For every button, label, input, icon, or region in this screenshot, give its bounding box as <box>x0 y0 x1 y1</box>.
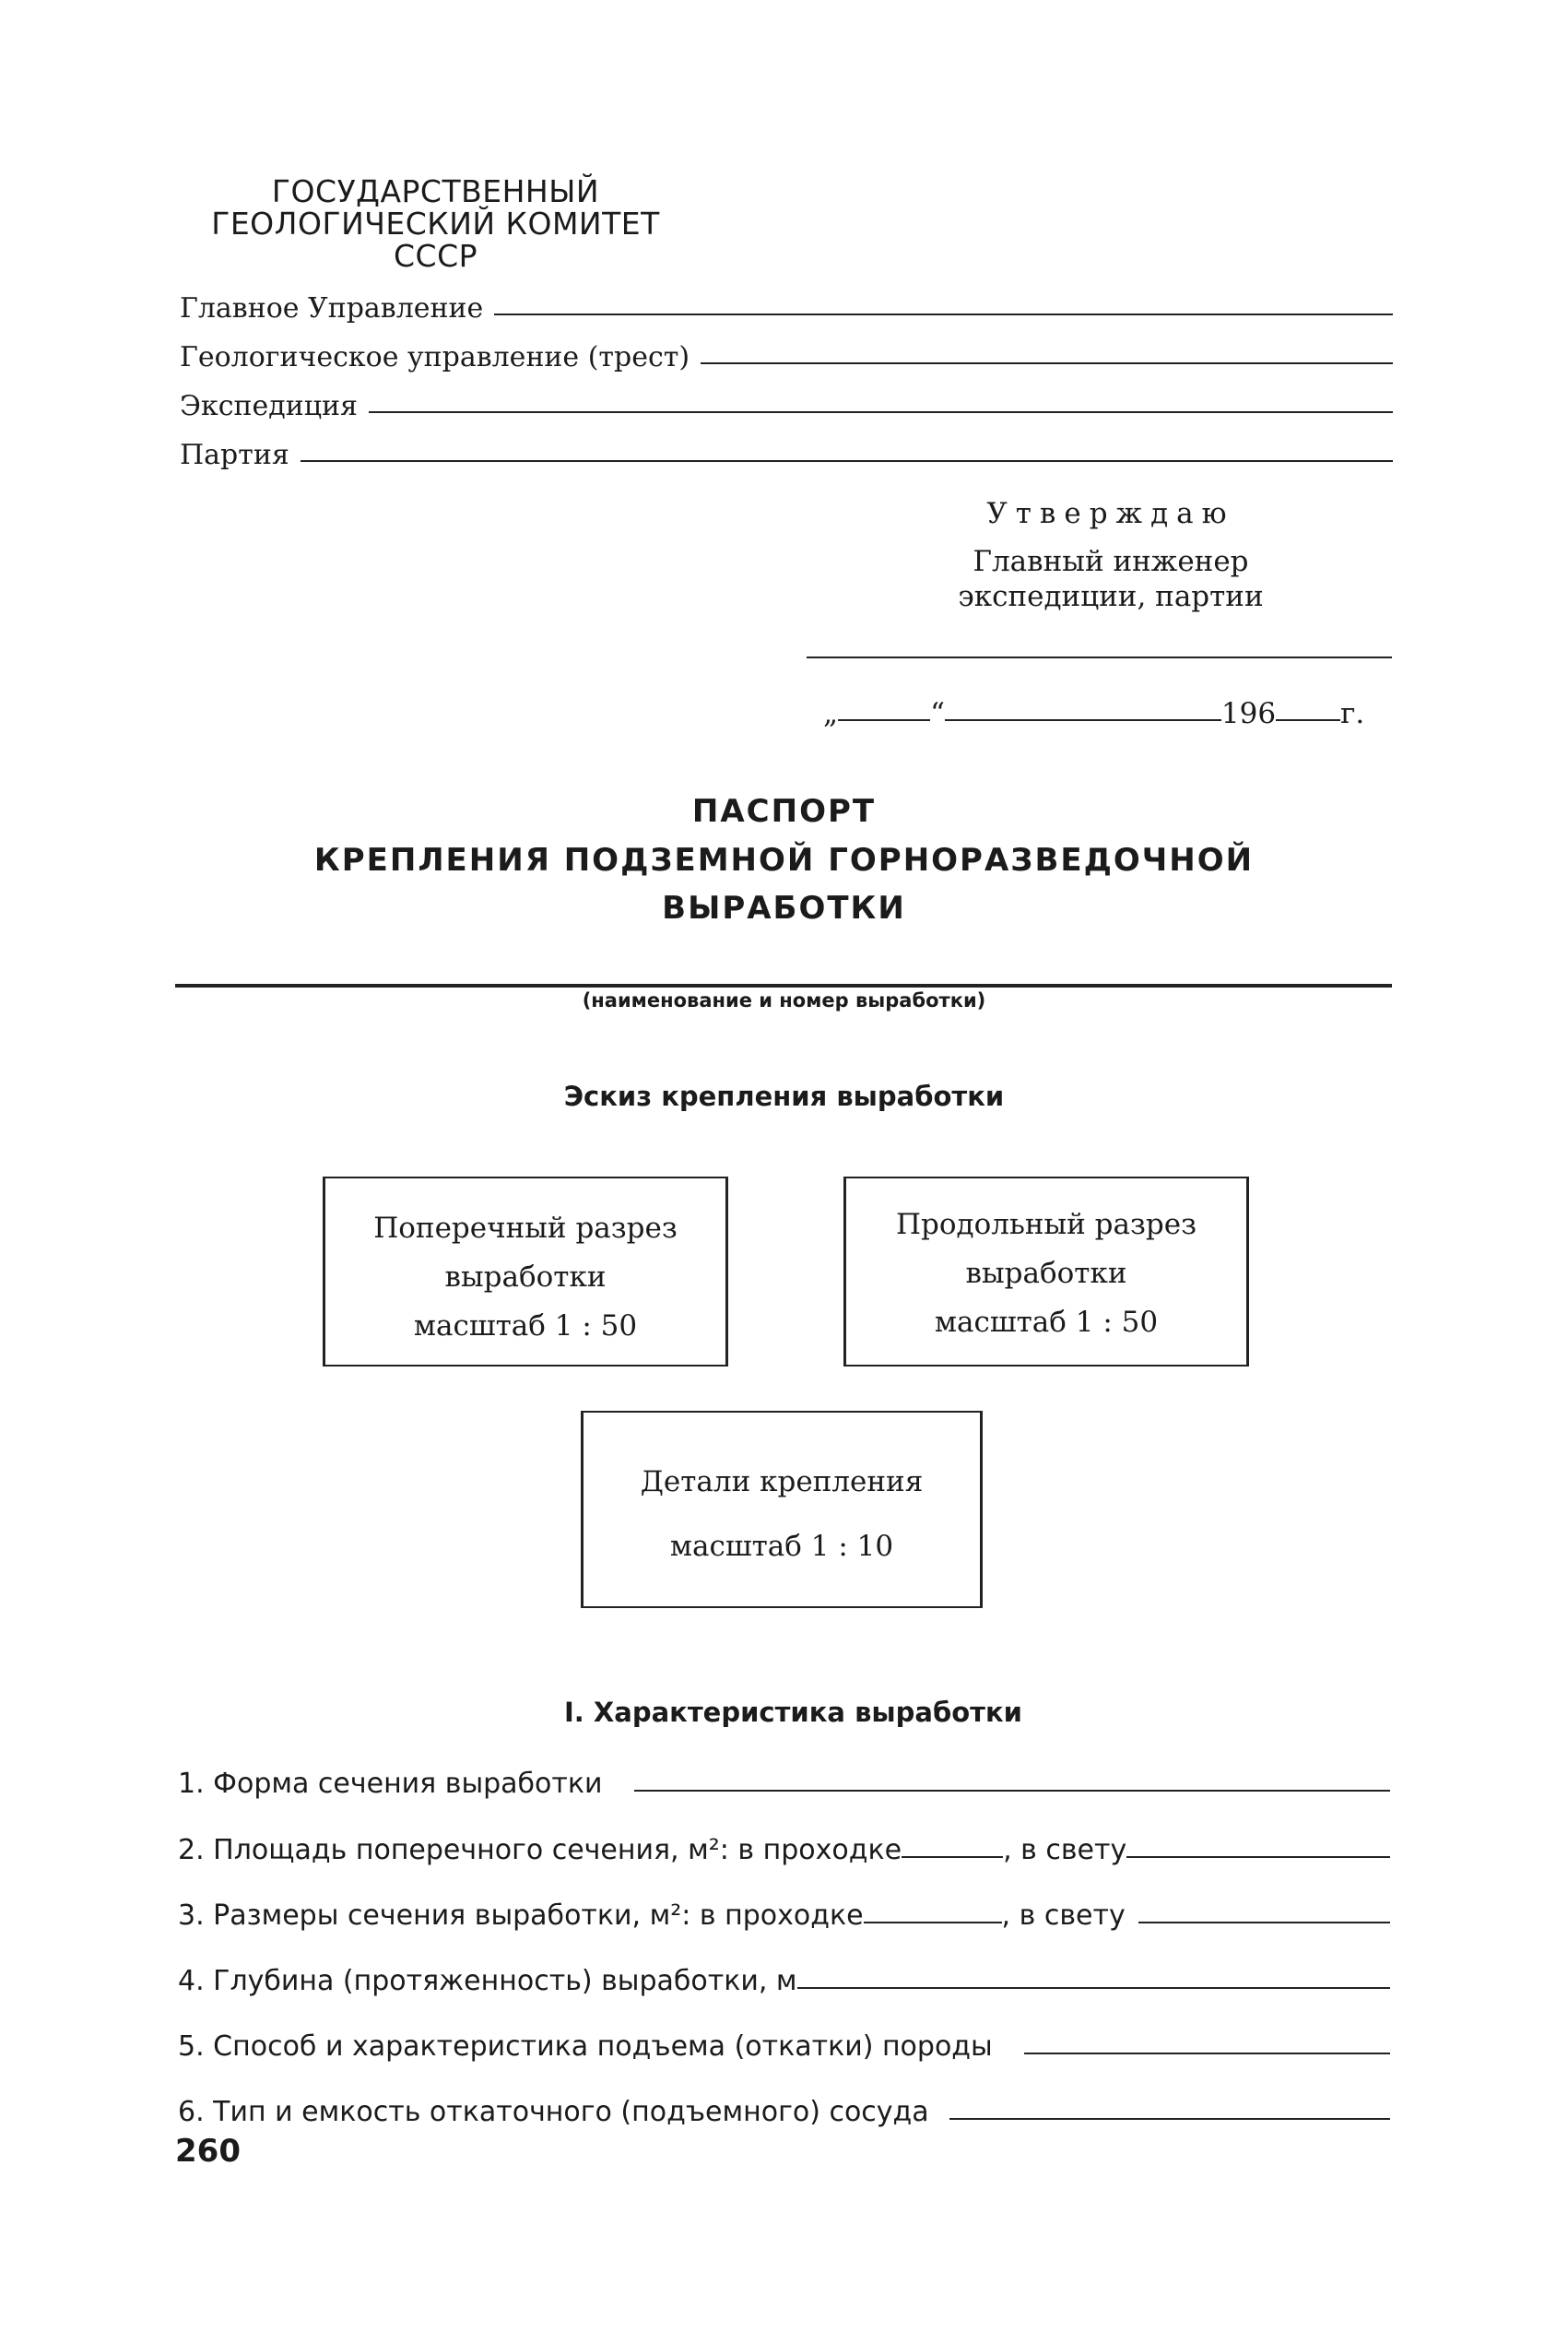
org-line-3: СССР <box>393 238 478 274</box>
geological-directorate-field[interactable] <box>180 337 1393 373</box>
details-scale: масштаб 1 : 10 <box>669 1530 894 1563</box>
organization-header <box>175 175 696 272</box>
item-1-label: 1. Форма сечения выработки <box>178 1768 603 1800</box>
item-6[interactable] <box>178 2089 1390 2128</box>
expedition-label: Экспедиция <box>180 390 358 422</box>
geological-directorate-line[interactable] <box>701 362 1393 364</box>
item-2-label: 2. Площадь поперечного сечения, м²: в проходке <box>178 1834 902 1866</box>
details-box <box>581 1411 983 1608</box>
item-5-line[interactable] <box>1024 2053 1390 2054</box>
working-name-caption: (наименование и номер выработки) <box>582 989 986 1012</box>
cross-section-scale: масштаб 1 : 50 <box>413 1309 638 1343</box>
date-year-line[interactable] <box>1276 719 1340 721</box>
party-label: Партия <box>180 439 289 471</box>
cross-section-line-1: Поперечный разрез <box>373 1212 678 1245</box>
date-year-suffix: г. <box>1340 697 1365 730</box>
longitudinal-section-scale: масштаб 1 : 50 <box>934 1306 1159 1339</box>
approval-position-2: экспедиции, партии <box>958 580 1264 613</box>
item-1[interactable] <box>178 1761 1390 1800</box>
document-title-2: КРЕПЛЕНИЯ ПОДЗЕМНОЙ ГОРНОРАЗВЕДОЧНОЙ <box>313 842 1255 879</box>
org-line-2: ГЕОЛОГИЧЕСКИЙ КОМИТЕТ <box>211 206 660 242</box>
item-4-line[interactable] <box>797 1987 1390 1989</box>
item-1-line[interactable] <box>634 1790 1390 1792</box>
party-field[interactable] <box>180 434 1393 471</box>
geological-directorate-label: Геологическое управление (трест) <box>180 341 690 373</box>
item-5[interactable] <box>178 2024 1390 2063</box>
page-number: 260 <box>175 2133 241 2170</box>
expedition-field[interactable] <box>180 385 1393 422</box>
cross-section-line-2: выработки <box>444 1260 607 1294</box>
main-directorate-field[interactable] <box>180 288 1393 325</box>
org-line-1: ГОСУДАРСТВЕННЫЙ <box>271 173 600 209</box>
item-2-driving-line[interactable] <box>902 1856 1003 1858</box>
date-open-quote: „ <box>823 697 839 730</box>
date-year-prefix: 196 <box>1220 697 1277 730</box>
item-3[interactable] <box>178 1893 1390 1932</box>
item-3-clear-label: , в свету <box>1001 1899 1126 1932</box>
cross-section-box <box>323 1177 728 1367</box>
item-3-clear-line[interactable] <box>1138 1922 1390 1923</box>
date-close-quote: “ <box>930 697 945 730</box>
signature-line[interactable] <box>807 657 1392 658</box>
item-5-label: 5. Способ и характеристика подъема (откатки) породы <box>178 2030 993 2063</box>
longitudinal-section-line-2: выработки <box>965 1257 1127 1290</box>
item-2[interactable] <box>178 1828 1390 1866</box>
main-directorate-label: Главное Управление <box>180 292 484 325</box>
item-2-clear-label: , в свету <box>1003 1834 1127 1866</box>
item-3-driving-line[interactable] <box>864 1922 1002 1923</box>
party-line[interactable] <box>301 460 1393 462</box>
approval-date[interactable] <box>823 693 1392 730</box>
working-name-line[interactable] <box>175 984 1392 988</box>
date-month-line[interactable] <box>945 719 1221 721</box>
section-1-heading: I. Характеристика выработки <box>564 1697 1022 1728</box>
sketch-heading: Эскиз крепления выработки <box>563 1081 1005 1112</box>
item-6-label: 6. Тип и емкость откаточного (подъемного) сосуда <box>178 2096 929 2128</box>
document-title-1: ПАСПОРТ <box>691 793 877 830</box>
item-6-line[interactable] <box>949 2118 1390 2120</box>
date-day-line[interactable] <box>838 719 930 721</box>
longitudinal-section-box <box>843 1177 1249 1367</box>
main-directorate-line[interactable] <box>494 314 1393 315</box>
details-line-1: Детали крепления <box>640 1465 924 1498</box>
item-4[interactable] <box>178 1958 1390 1997</box>
expedition-line[interactable] <box>369 411 1393 413</box>
approval-block <box>922 496 1300 614</box>
document-title-3: ВЫРАБОТКИ <box>662 890 906 927</box>
approval-title: Утверждаю <box>986 497 1235 530</box>
item-2-clear-line[interactable] <box>1126 1856 1390 1858</box>
item-3-label: 3. Размеры сечения выработки, м²: в проходке <box>178 1899 864 1932</box>
item-4-label: 4. Глубина (протяженность) выработки, м <box>178 1965 797 1997</box>
longitudinal-section-line-1: Продольный разрез <box>895 1208 1197 1241</box>
approval-position-1: Главный инженер <box>973 545 1249 578</box>
